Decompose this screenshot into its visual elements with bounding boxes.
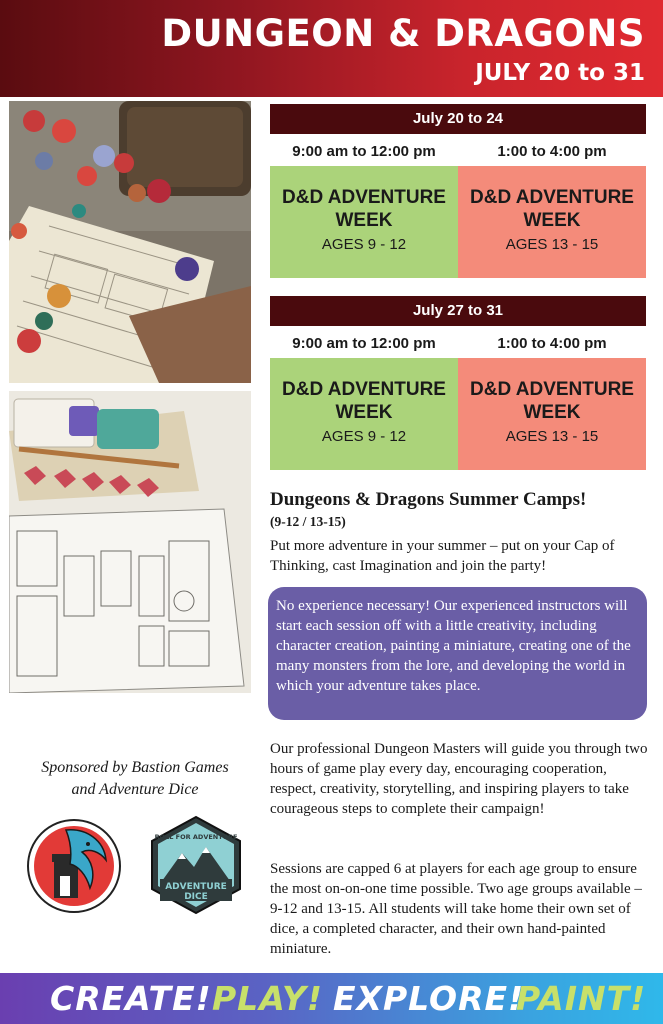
- program-title: D&D ADVENTURE: [282, 187, 446, 208]
- week1-afternoon-time: 1:00 to 4:00 pm: [497, 143, 607, 160]
- week2-afternoon-time: 1:00 to 4:00 pm: [497, 335, 607, 352]
- bastion-games-logo: [26, 818, 122, 919]
- program-title: D&D ADVENTURE: [470, 379, 634, 400]
- header-banner: [0, 0, 663, 97]
- camps-heading: Dungeons & Dragons Summer Camps!: [270, 489, 587, 510]
- program-title-week: WEEK: [523, 210, 581, 231]
- program-title-week: WEEK: [335, 402, 393, 423]
- program-title: D&D ADVENTURE: [282, 379, 446, 400]
- week2-bar: July 27 to 31: [270, 296, 646, 326]
- footer-paint: PAINT!: [516, 979, 647, 1018]
- sponsor-line2: and Adventure Dice: [71, 781, 199, 798]
- week2-afternoon-program: [458, 358, 646, 470]
- program-ages: AGES 9 - 12: [321, 236, 407, 253]
- program-ages: AGES 13 - 15: [505, 428, 599, 445]
- week1-bar: July 20 to 24: [270, 104, 646, 134]
- program-title-week: WEEK: [335, 210, 393, 231]
- camps-intro: Put more adventure in your summer – put on your Cap of Thinking, cast Imagination and join the party!: [270, 538, 615, 574]
- week1-morning-program: [270, 166, 458, 278]
- week1-afternoon-program: [458, 166, 646, 278]
- logo-adventure-text: ADVENTURE: [165, 882, 227, 892]
- footer-explore: EXPLORE!: [333, 979, 525, 1018]
- sponsor-text: [20, 757, 250, 801]
- program-title-week: WEEK: [523, 402, 581, 423]
- supplies-photo: [9, 391, 251, 693]
- footer-create: CREATE!: [50, 979, 212, 1018]
- sessions-paragraph: Sessions are capped 6 at players for each age group to ensure the most on-on-one time possible. Two age groups available – 9-12 and 13-15. All students will take home their own set of dice, a completed character, and their own hand-painted miniature.: [270, 861, 642, 957]
- no-experience-callout: No experience necessary! Our experienced instructors will start each session off with a little creativity, including character creation, painting a miniature, creating one of the many monsters from the lore, and developing the world in which your adventure takes place.: [268, 587, 647, 720]
- logo-dice-text: DICE: [184, 892, 208, 902]
- program-ages: AGES 9 - 12: [321, 428, 407, 445]
- footer-play: PLAY!: [212, 979, 323, 1018]
- page-title: DUNGEON & DRAGONS: [161, 12, 645, 55]
- week2-morning-program: [270, 358, 458, 470]
- page-dates: JULY 20 to 31: [475, 60, 645, 86]
- dungeon-masters-paragraph: Our professional Dungeon Masters will guide you through two hours of game play every day, encouraging cooperation, respect, creativity, storytelling, and inspiring players to take courageous steps to complete their campaign!: [270, 741, 648, 817]
- footer-banner: [0, 973, 663, 1024]
- dice-character-sheet-photo: [9, 101, 251, 383]
- week2-morning-time: 9:00 am to 12:00 pm: [292, 335, 436, 352]
- sponsor-line1: Sponsored by Bastion Games: [41, 759, 229, 776]
- program-ages: AGES 13 - 15: [505, 236, 599, 253]
- week1-morning-time: 9:00 am to 12:00 pm: [292, 143, 436, 160]
- program-title: D&D ADVENTURE: [470, 187, 634, 208]
- camps-age-groups: (9-12 / 13-15): [270, 514, 346, 529]
- logo-roll-text: ROLL FOR ADVENTURE: [154, 833, 238, 841]
- adventure-dice-logo: [148, 815, 244, 920]
